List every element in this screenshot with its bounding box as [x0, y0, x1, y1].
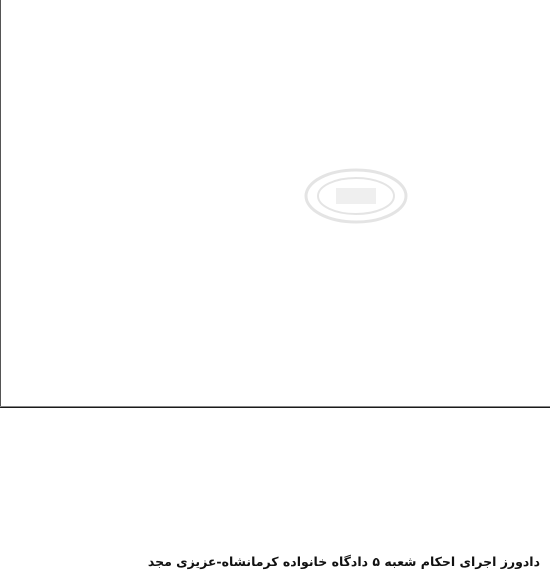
- payment-months: [57, 27, 64, 40]
- registry-main-plot: [238, 11, 259, 24]
- report-date: [364, 11, 406, 24]
- floor-count: [322, 11, 329, 24]
- alley-number: [140, 11, 161, 24]
- article-number: [67, 11, 88, 24]
- appraisal-value: [410, 11, 491, 24]
- block-number: [92, 11, 113, 24]
- segment-repeat: [263, 11, 284, 24]
- section-number: [287, 11, 294, 24]
- area-sqm: [298, 11, 319, 24]
- regulation-article: [67, 27, 88, 40]
- bedroom-count: [354, 11, 361, 24]
- file-number: [11, 11, 53, 24]
- postal-code: [165, 11, 235, 24]
- residential-units: [343, 11, 350, 24]
- auction-hour: [11, 27, 25, 40]
- auction-date: [495, 11, 537, 24]
- stamp-watermark-icon: [301, 166, 411, 226]
- days-before: [29, 27, 36, 40]
- deposit-percent: [39, 27, 53, 40]
- branch-ordinal: [57, 11, 64, 24]
- section-divider: [0, 406, 550, 407]
- parking-units: [333, 11, 340, 24]
- segment-number: [116, 11, 137, 24]
- signature-line: دادورز اجرای احکام شعبه ۵ دادگاه خانواده کرمانشاه-عزیزی مجد: [147, 554, 540, 569]
